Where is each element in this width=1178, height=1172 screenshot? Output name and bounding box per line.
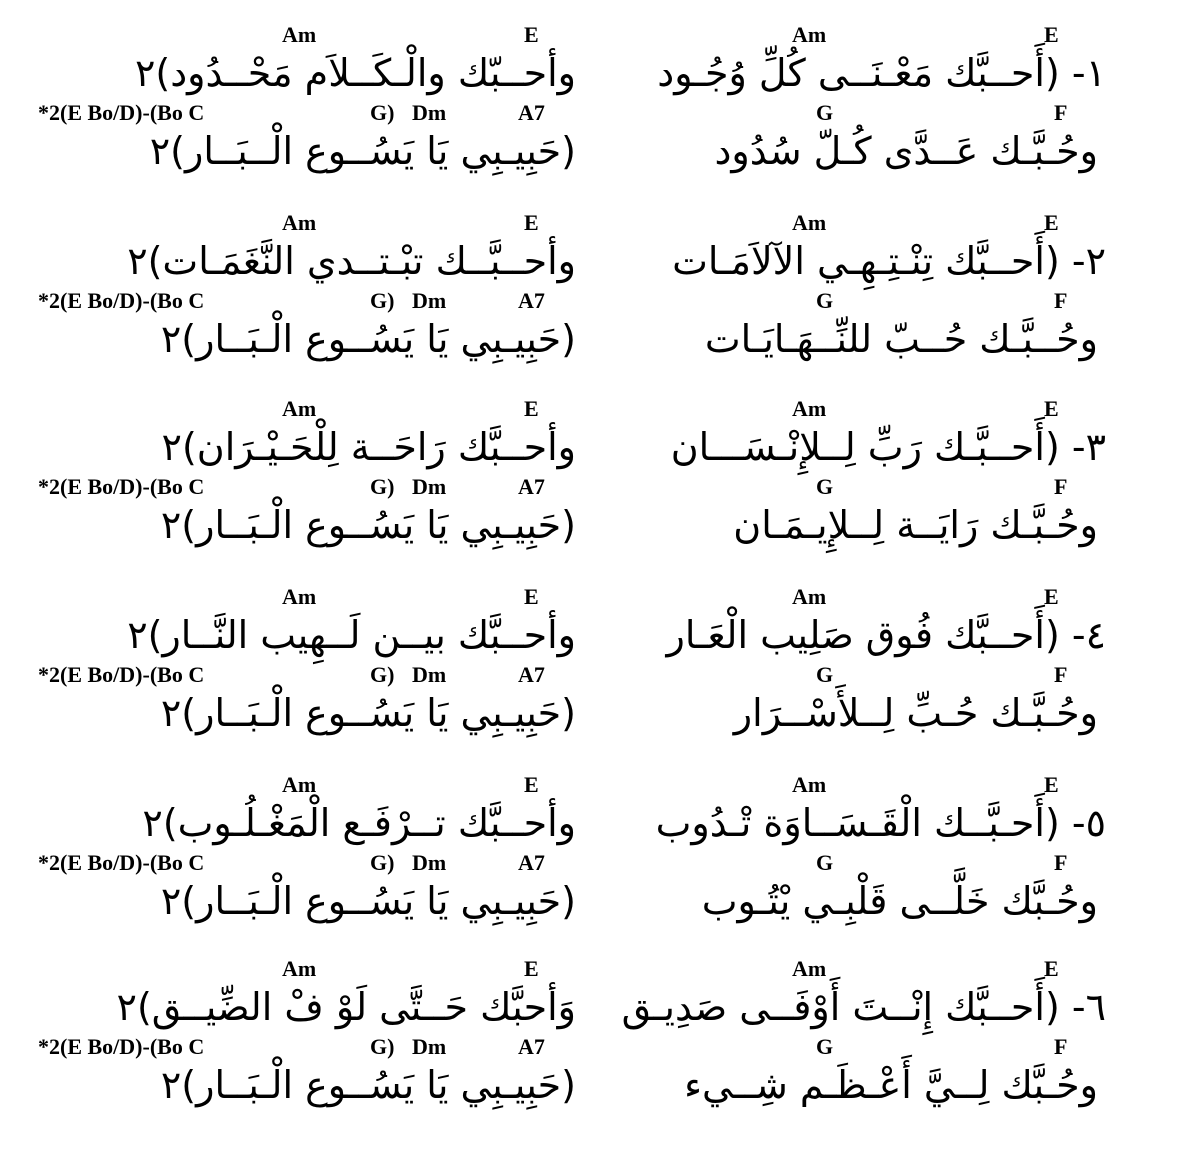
lyric-line-left: (حَبِيـبِي يَا يَسُــوع الْـبَــار)٢ [160, 503, 576, 547]
chord-e-right: E [1044, 772, 1059, 797]
lyric-line-right: وحُـبَّـك عَــدَّى كُـلّ سُدُود [714, 129, 1098, 173]
chord-progression-prefix: *2(E Bo/D)-(Bo C [38, 100, 205, 125]
chord-progression-prefix: *2(E Bo/D)-(Bo C [38, 288, 205, 313]
chord-am-right: Am [792, 22, 827, 47]
lyric-line-left: وَأحبَّك حَــتَّى لَوْ فْ الضِّيــق)٢ [116, 985, 576, 1029]
chord-e-left: E [524, 210, 539, 235]
chord-e-left: E [524, 956, 539, 981]
chord-g-left: G) [370, 1034, 395, 1059]
lyric-line-right: وحُـبَّك لِــيَّ أَعْـظَـم شِــيء [684, 1063, 1098, 1107]
lyric-line-right: وحُـبَّك خَلَّــى قَلْبِـي يْتُـوب [701, 879, 1098, 923]
lyric-line-left: وأحــبَّك رَاحَــة لِلْحَـيْـرَان)٢ [161, 425, 576, 469]
chord-g-right: G [816, 1034, 834, 1059]
chord-g-right: G [816, 100, 834, 125]
lyric-line-left: (حَبِيـبِي يَا يَسُــوع الْـبَــار)٢ [160, 879, 576, 923]
chord-g-right: G [816, 850, 834, 875]
chord-e-right: E [1044, 956, 1059, 981]
chord-e-right: E [1044, 210, 1059, 235]
chord-a7-left: A7 [518, 474, 545, 499]
lyric-line-right: وحُــبَّـك حُــبّ للنِّــهَـايَـات [704, 317, 1098, 361]
lyric-line-right: ٥- (أَحـبَّــك الْقَـسَــاوَة تْـدُوب [655, 801, 1106, 845]
chord-dm-left: Dm [412, 288, 447, 313]
chord-f-right: F [1054, 662, 1068, 687]
lyric-line-left: (حَبِيـبِي يَا يَسُــوع الْـبَــار)٢ [160, 317, 576, 361]
chord-am-right: Am [792, 956, 827, 981]
chord-am-right: Am [792, 772, 827, 797]
chord-g-right: G [816, 288, 834, 313]
chord-progression-prefix: *2(E Bo/D)-(Bo C [38, 662, 205, 687]
chord-e-left: E [524, 22, 539, 47]
chord-g-left: G) [370, 850, 395, 875]
chord-g-left: G) [370, 474, 395, 499]
chord-f-right: F [1054, 1034, 1068, 1059]
chord-e-left: E [524, 584, 539, 609]
chord-am-left: Am [282, 584, 317, 609]
lyric-line-right: ٢- (أَحــبَّك تِنْـتِـهِـي الآلاَمَـات [672, 239, 1106, 283]
chord-am-left: Am [282, 22, 317, 47]
chord-am-right: Am [792, 396, 827, 421]
chord-g-left: G) [370, 288, 395, 313]
lyric-line-right: ٤- (أَحــبَّك فُوق صَلِيب الْعَـار [666, 613, 1106, 657]
chord-progression-prefix: *2(E Bo/D)-(Bo C [38, 474, 205, 499]
chord-progression-prefix: *2(E Bo/D)-(Bo C [38, 850, 205, 875]
chord-e-right: E [1044, 396, 1059, 421]
lyric-line-right: ١- (أَحــبَّك مَعْـنَــى كُلِّ وُجُـود [657, 51, 1106, 95]
lyric-line-right: وحُـبَّـك رَايَــة لِــلإِيـمَـان [733, 503, 1098, 547]
chord-am-left: Am [282, 396, 317, 421]
chord-a7-left: A7 [518, 662, 545, 687]
lyric-line-left: (حَبِيـبِي يَا يَسُــوع الْـبَــار)٢ [160, 691, 576, 735]
chord-am-left: Am [282, 210, 317, 235]
chord-dm-left: Dm [412, 662, 447, 687]
chord-a7-left: A7 [518, 850, 545, 875]
chord-a7-left: A7 [518, 288, 545, 313]
chord-a7-left: A7 [518, 1034, 545, 1059]
lyric-line-left: وأحــبّك والْـكَــلاَم مَحْــدُود)٢ [134, 51, 576, 95]
chord-e-left: E [524, 396, 539, 421]
lyric-line-right: وحُـبَّـك حُـبِّ لِــلأَسْــرَار [733, 691, 1098, 735]
chord-dm-left: Dm [412, 474, 447, 499]
chord-f-right: F [1054, 288, 1068, 313]
lyric-line-right: ٣- (أَحــبَّـك رَبِّ لِــلإِنْـسَـــان [670, 425, 1106, 469]
chord-g-right: G [816, 474, 834, 499]
lyric-line-left: وأحــبَّــك تبْـتــدي النَّغَمَـات)٢ [127, 239, 576, 283]
chord-e-left: E [524, 772, 539, 797]
lyric-line-right: ٦- (أَحــبَّك إِنْــتَ أَوْفَــى صَدِيـق [621, 985, 1106, 1029]
chord-am-right: Am [792, 210, 827, 235]
chord-g-left: G) [370, 100, 395, 125]
chord-f-right: F [1054, 474, 1068, 499]
chord-progression-prefix: *2(E Bo/D)-(Bo C [38, 1034, 205, 1059]
chord-e-right: E [1044, 584, 1059, 609]
chord-am-left: Am [282, 956, 317, 981]
chord-f-right: F [1054, 850, 1068, 875]
chord-e-right: E [1044, 22, 1059, 47]
chord-dm-left: Dm [412, 100, 447, 125]
lyric-line-left: وأحــبَّك بيــن لَــهِيب النَّــار)٢ [127, 613, 576, 657]
chord-f-right: F [1054, 100, 1068, 125]
lyric-line-left: وأحــبَّك تــرْفَـع الْمَغْـلُـوب)٢ [142, 801, 576, 845]
lyric-line-left: (حَبِيـبِي يَا يَسُــوع الْـبَــار)٢ [160, 1063, 576, 1107]
chord-dm-left: Dm [412, 1034, 447, 1059]
chord-a7-left: A7 [518, 100, 545, 125]
chord-am-right: Am [792, 584, 827, 609]
chord-am-left: Am [282, 772, 317, 797]
chord-g-left: G) [370, 662, 395, 687]
chord-dm-left: Dm [412, 850, 447, 875]
chord-g-right: G [816, 662, 834, 687]
lyric-line-left: (حَبِيـبِي يَا يَسُــوع الْــبَــار)٢ [149, 129, 576, 173]
